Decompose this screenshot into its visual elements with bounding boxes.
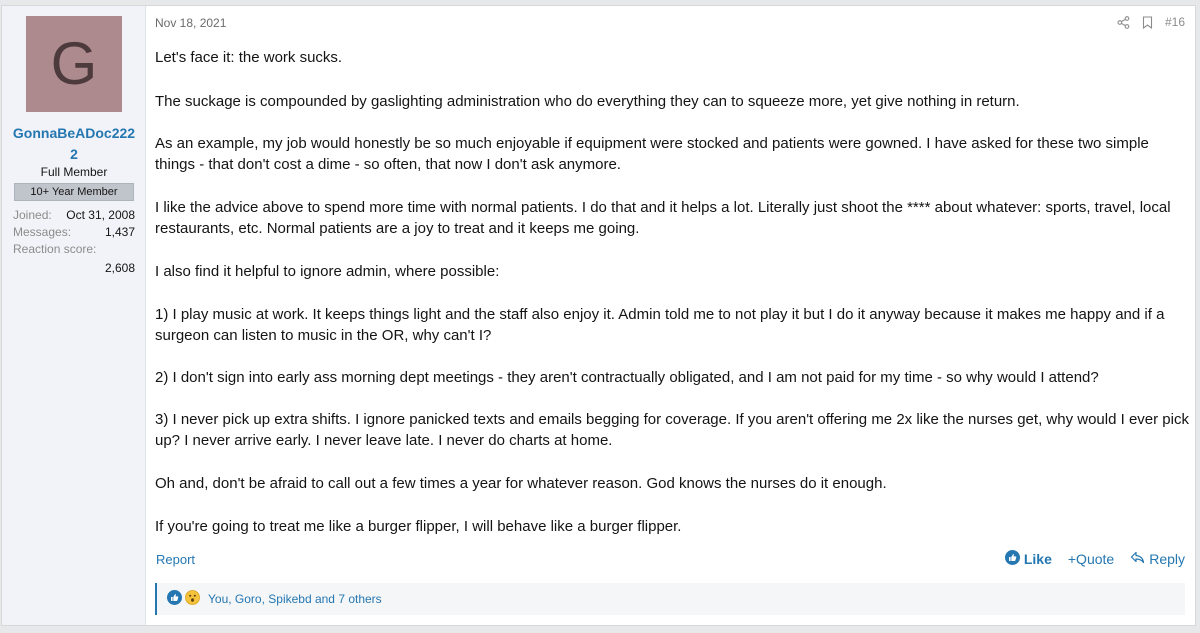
joined-value: Oct 31, 2008 (66, 208, 135, 222)
post-tools (1117, 15, 1185, 29)
post-paragraph: 2) I don't sign into early ass morning dept meetings - they aren't contractually obligated, and I am not paid for my time - so why would I attend? (155, 369, 1099, 386)
post-paragraph: The suckage is compounded by gaslighting administration who do everything they can to squeeze more, yet give nothing in return. (155, 93, 1020, 110)
bookmark-icon[interactable] (1142, 16, 1153, 29)
post-date[interactable]: Nov 18, 2021 (155, 16, 227, 30)
reaction-row (13, 241, 135, 258)
post-paragraph: If you're going to treat me like a burger flipper, I will behave like a burger flipper. (155, 518, 682, 535)
quote-button[interactable] (1068, 551, 1114, 567)
joined-label: Joined: (13, 208, 52, 222)
user-info-pane (2, 6, 146, 625)
reactions-list[interactable]: You, Goro, Spikebd and 7 others (208, 592, 382, 606)
joined-row (13, 207, 135, 224)
reaction-value: 2,608 (104, 261, 135, 275)
post-paragraph: 3) I never pick up extra shifts. I ignore panicked texts and emails begging for coverage. If you aren't offering me 2x like the nurses get, why would I ever pick up? I never arrive early. I never leave late. I never do charts at home. (155, 411, 1189, 450)
thumbs-up-icon (1005, 550, 1020, 568)
post-content (155, 6, 1195, 625)
share-icon[interactable] (1117, 16, 1130, 29)
post-actions (1005, 550, 1185, 568)
reply-label: Reply (1149, 551, 1185, 567)
reply-icon (1130, 551, 1145, 567)
quote-label: +Quote (1067, 551, 1115, 567)
username-link[interactable]: GonnaBeADoc2222 (12, 125, 136, 162)
member-banner: 10+ Year Member (14, 183, 134, 201)
post-number[interactable]: #16 (1164, 15, 1185, 29)
reactions-bar[interactable] (155, 583, 1185, 615)
post-paragraph: Let's face it: the work sucks. (155, 49, 343, 66)
reaction-label: Reaction score: (13, 242, 97, 256)
wow-reaction-icon (185, 590, 200, 608)
avatar[interactable] (26, 16, 122, 112)
post-paragraph: I also find it helpful to ignore admin, where possible: (155, 263, 500, 280)
post-paragraph: I like the advice above to spend more time with normal patients. I do that and it helps a lot. Literally just shoot the **** about whatever: sports, travel, local restaurants, etc. Normal patients are a joy to treat and it keeps me going. (155, 199, 1171, 238)
like-label: Like (1023, 551, 1052, 567)
reply-button[interactable] (1130, 551, 1185, 567)
post-paragraph: Oh and, don't be afraid to call out a few times a year for whatever reason. God knows the nurses do it enough. (155, 475, 887, 492)
forum-post (1, 5, 1196, 626)
like-reaction-icon (167, 590, 182, 608)
user-stats (13, 207, 135, 277)
avatar-letter: G (50, 30, 98, 97)
report-link[interactable]: Report (156, 552, 196, 567)
post-paragraph: 1) I play music at work. It keeps things light and the staff also enjoy it. Admin told me to not play it but I do it anyway because it makes me happy and if a surgeon can listen to music in the OR, why can't I? (155, 306, 1165, 345)
reaction-value-row (13, 260, 135, 277)
messages-row (13, 224, 135, 241)
post-paragraph: As an example, my job would honestly be so much enjoyable if equipment were stocked and patients were gowned. I have asked for these two simple things - that don't cost a dime - so often, that now I don't ask anymore. (155, 135, 1149, 174)
messages-value: 1,437 (104, 225, 135, 239)
user-title: Full Member (40, 165, 108, 179)
messages-label: Messages: (13, 225, 72, 239)
like-button[interactable] (1005, 550, 1052, 568)
